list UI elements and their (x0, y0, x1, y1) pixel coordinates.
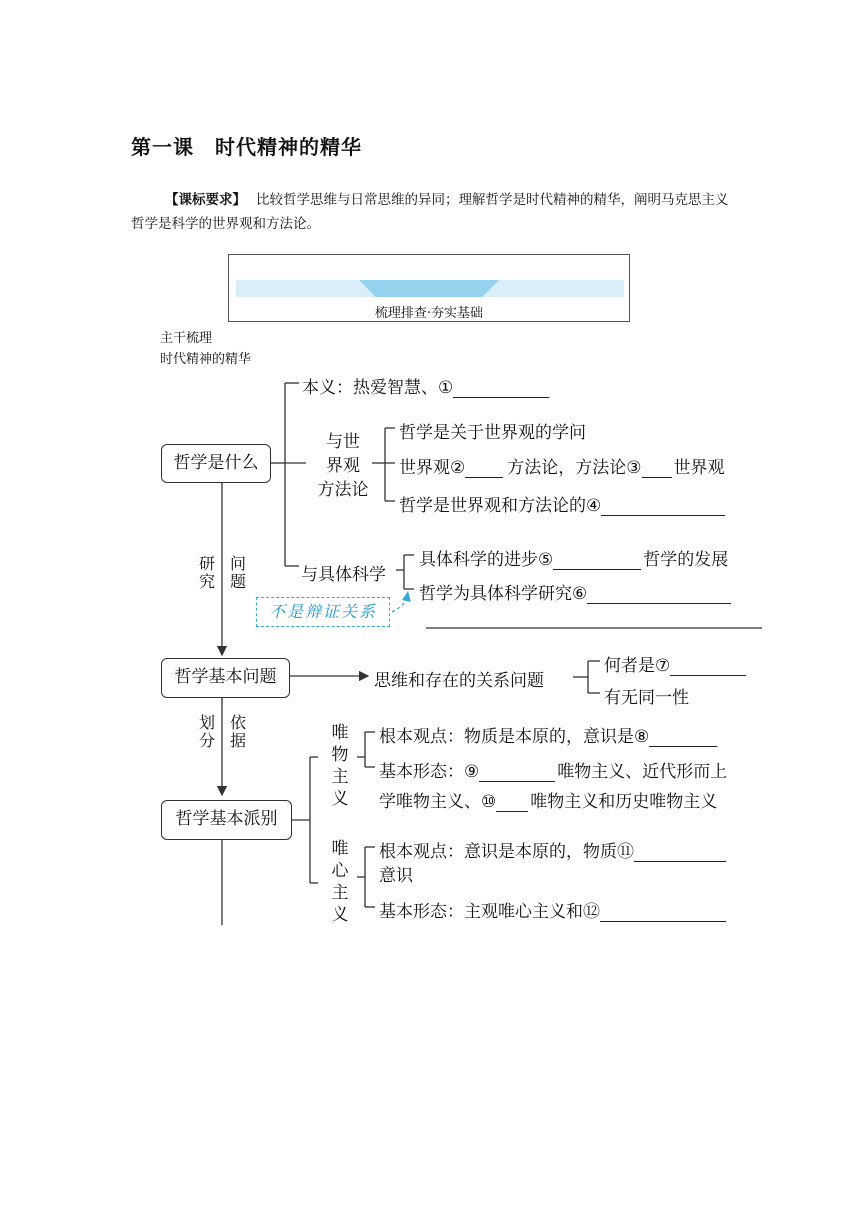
worldview-item-b-part2: 方法论，方法论③ (507, 458, 642, 478)
idealism-char2: 心 (331, 861, 349, 881)
arrow2-char2: 分 (198, 731, 215, 750)
node-basic-schools: 哲学基本派别 (161, 800, 292, 840)
meaning-item (302, 373, 549, 398)
materialism-forms-line1 (379, 757, 727, 782)
meaning-text: 本义：热爱智慧、① (302, 378, 454, 398)
materialism-forms-part1: 基本形态：⑨ (379, 762, 480, 782)
materialism-view-text: 根本观点：物质是本原的，意识是⑧ (379, 727, 650, 747)
node-basic-question: 哲学基本问题 (161, 658, 290, 698)
science-item-a-part1: 具体科学的进步⑤ (419, 550, 554, 570)
basic-item-1-text: 何者是⑦ (604, 656, 671, 676)
worldview-item-b (399, 453, 725, 478)
arrow2-char4: 据 (229, 731, 246, 750)
materialism-char3: 主 (331, 767, 349, 787)
worldview-label-line1: 与世 (326, 432, 360, 452)
blank-7[interactable] (670, 657, 746, 676)
blank-2[interactable] (465, 459, 503, 478)
arrow1-char3: 问 (229, 554, 246, 573)
materialism-forms-part4: 唯物主义和历史唯物主义 (530, 792, 718, 812)
materialism-forms-part2: 唯物主义、近代形而上 (557, 762, 728, 782)
science-item-a-part2: 哲学的发展 (643, 550, 729, 570)
requirement-tag: 【课标要求】 (165, 192, 246, 208)
blank-12[interactable] (600, 903, 726, 922)
requirement-text: 比较哲学思维与日常思维的异同；理解哲学是时代精神的精华，阐明马克思主义哲学是科学的世界观和方法论。 (131, 192, 729, 232)
arrow1-label-right (229, 555, 247, 591)
blank-9[interactable] (479, 763, 555, 782)
worldview-item-b-part1: 世界观② (399, 458, 466, 478)
section-label: 主干梳理 (160, 331, 213, 346)
section-subtitle: 时代精神的精华 (160, 352, 252, 367)
arrow1-char4: 题 (229, 572, 246, 591)
worldview-item-b-part3: 世界观 (673, 458, 725, 478)
materialism-char4: 义 (331, 789, 349, 809)
worldview-label-line2: 界观 (326, 456, 360, 476)
idealism-char1: 唯 (331, 839, 349, 859)
blank-4[interactable] (601, 497, 725, 516)
basic-item-1 (604, 651, 746, 676)
node-what-is-philosophy: 哲学是什么 (161, 444, 271, 483)
not-dialectical-note: 不是辩证关系 (256, 597, 390, 627)
worldview-label (315, 430, 371, 502)
materialism-view (379, 722, 717, 747)
blank-6[interactable] (587, 585, 731, 604)
idealism-forms (379, 897, 726, 922)
materialism-forms-line2 (379, 787, 717, 812)
materialism-label (331, 722, 349, 810)
science-item-b-text: 哲学为具体科学研究⑥ (419, 584, 588, 604)
arrow2-label-left (198, 714, 216, 750)
arrow2-char1: 划 (198, 713, 215, 732)
materialism-char2: 物 (331, 745, 349, 765)
science-label: 与具体科学 (301, 565, 386, 585)
worldview-label-line3: 方法论 (317, 480, 369, 500)
arrow2-label-right (229, 714, 247, 750)
idealism-forms-text: 基本形态：主观唯心主义和⑫ (379, 902, 600, 922)
page-title: 第一课 时代精神的精华 (131, 135, 362, 159)
science-item-a (419, 545, 728, 570)
banner-text: 梳理排查·夯实基础 (374, 306, 484, 321)
worldview-item-a: 哲学是关于世界观的学问 (399, 423, 586, 443)
blank-8[interactable] (649, 728, 717, 747)
arrow1-label-left (198, 555, 216, 591)
blank-10[interactable] (496, 793, 528, 812)
materialism-forms-part3: 学唯物主义、⑩ (379, 792, 497, 812)
idealism-label (331, 838, 349, 926)
blank-11[interactable] (634, 843, 726, 862)
science-item-b (419, 579, 731, 604)
worldview-item-c (399, 491, 725, 516)
blank-1[interactable] (453, 379, 549, 398)
idealism-view-text: 根本观点：意识是本原的，物质⑪ (379, 842, 634, 862)
arrow2-char3: 依 (229, 713, 246, 732)
arrow1-char2: 究 (198, 572, 215, 591)
basic-item-2: 有无同一性 (604, 688, 689, 708)
blank-3[interactable] (642, 459, 672, 478)
idealism-char3: 主 (331, 883, 349, 903)
idealism-view-line1 (379, 837, 726, 862)
worldview-item-c-text: 哲学是世界观和方法论的④ (399, 496, 602, 516)
idealism-view-line2: 意识 (379, 866, 413, 886)
blank-5[interactable] (553, 551, 641, 570)
relation-question: 思维和存在的关系问题 (374, 671, 544, 691)
arrow1-char1: 研 (198, 554, 215, 573)
materialism-char1: 唯 (331, 723, 349, 743)
idealism-char4: 义 (331, 905, 349, 925)
